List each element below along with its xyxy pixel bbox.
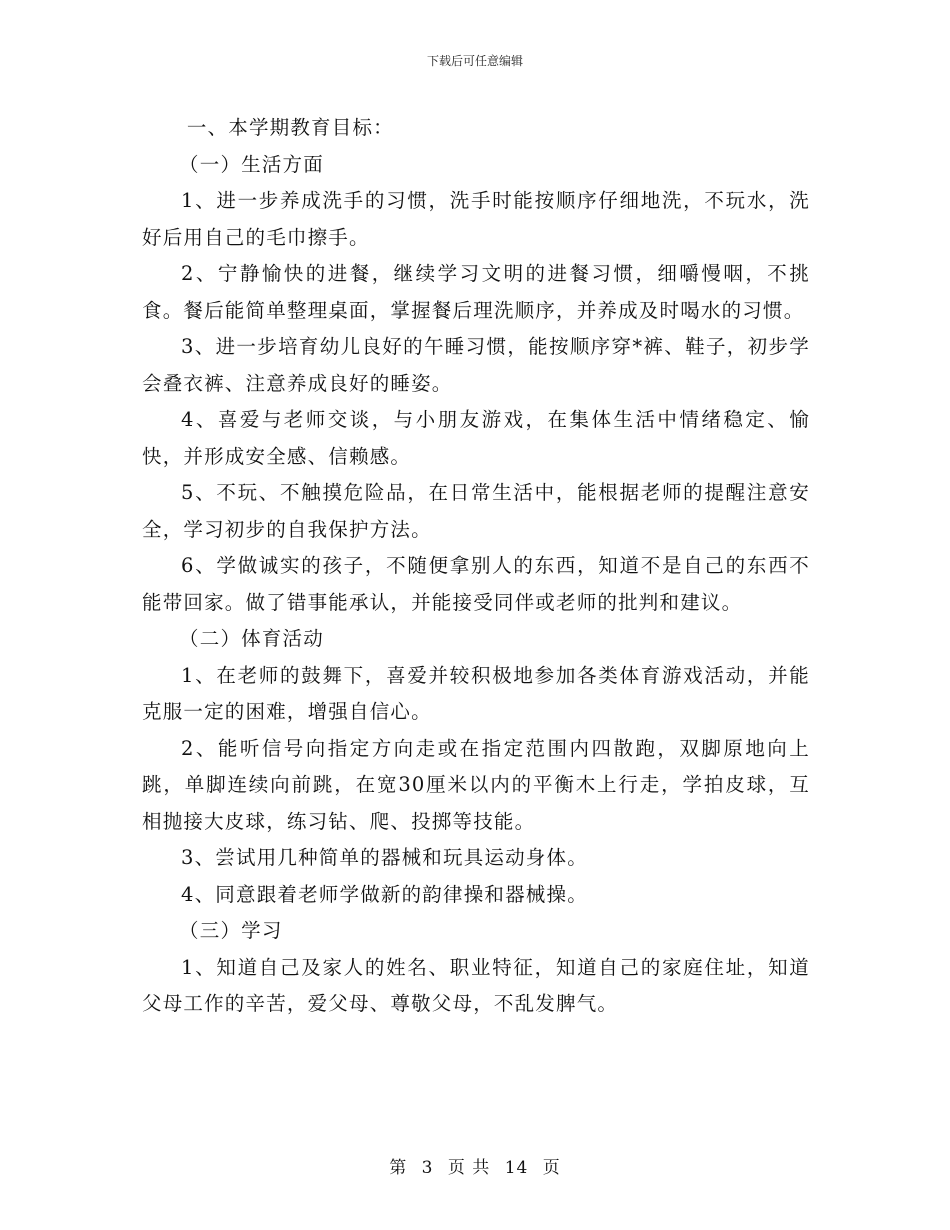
- paragraph: 1、进一步养成洗手的习惯，洗手时能按顺序仔细地洗，不玩水，洗好后用自己的毛巾擦手。: [142, 189, 810, 249]
- paragraph: 3、尝试用几种简单的器械和玩具运动身体。: [181, 846, 588, 869]
- section-title-sports: （二）体育活动: [179, 627, 324, 650]
- paragraph: 1、在老师的鼓舞下，喜爱并较积极地参加各类体育游戏活动，并能克服一定的困难，增强自信心。: [142, 663, 810, 723]
- footer-suffix: 页: [542, 1158, 561, 1178]
- paragraph: 6、学做诚实的孩子，不随便拿别人的东西，知道不是自己的东西不能带回家。做了错事能承认，并能接受同伴或老师的批判和建议。: [142, 554, 810, 614]
- section-title-life: （一）生活方面: [179, 152, 324, 176]
- paragraph: 4、同意跟着老师学做新的韵律操和器械操。: [181, 882, 588, 906]
- heading-education-goals: 一、本学期教育目标：: [186, 116, 394, 139]
- paragraph: 3、进一步培育幼儿良好的午睡习惯，能按顺序穿*裤、鞋子，初步学会叠衣裤、注意养成良好的睡姿。: [142, 335, 810, 395]
- footer-prefix: 第: [389, 1158, 408, 1178]
- paragraph: 4、喜爱与老师交谈，与小朋友游戏，在集体生活中情绪稳定、愉快，并形成安全感、信赖感。: [142, 408, 810, 468]
- paragraph: 2、宁静愉快的进餐，继续学习文明的进餐习惯，细嚼慢咽，不挑食。餐后能简单整理桌面，掌握餐后理洗顺序，并养成及时喝水的习惯。: [142, 262, 810, 322]
- document-body: [142, 110, 810, 1023]
- section-title-learning: （三）学习: [179, 919, 283, 942]
- page-header: 下载后可任意编辑: [426, 54, 523, 68]
- paragraph: 5、不玩、不触摸危险品，在日常生活中，能根据老师的提醒注意安全，学习初步的自我保护方法。: [142, 481, 810, 541]
- paragraph: 2、能听信号向指定方向走或在指定范围内四散跑，双脚原地向上跳，单脚连续向前跳，在宽30厘米以内的平衡木上行走，学拍皮球，互相抛接大皮球，练习钻、爬、投掷等技能。: [142, 736, 810, 833]
- paragraph: 1、知道自己及家人的姓名、职业特征，知道自己的家庭住址，知道父母工作的辛苦，爱父母、尊敬父母，不乱发脾气。: [142, 955, 810, 1015]
- footer-middle: 页 共: [447, 1158, 491, 1178]
- page-footer: [0, 1153, 950, 1178]
- page-number: 3: [421, 1158, 434, 1178]
- total-pages: 14: [504, 1158, 529, 1178]
